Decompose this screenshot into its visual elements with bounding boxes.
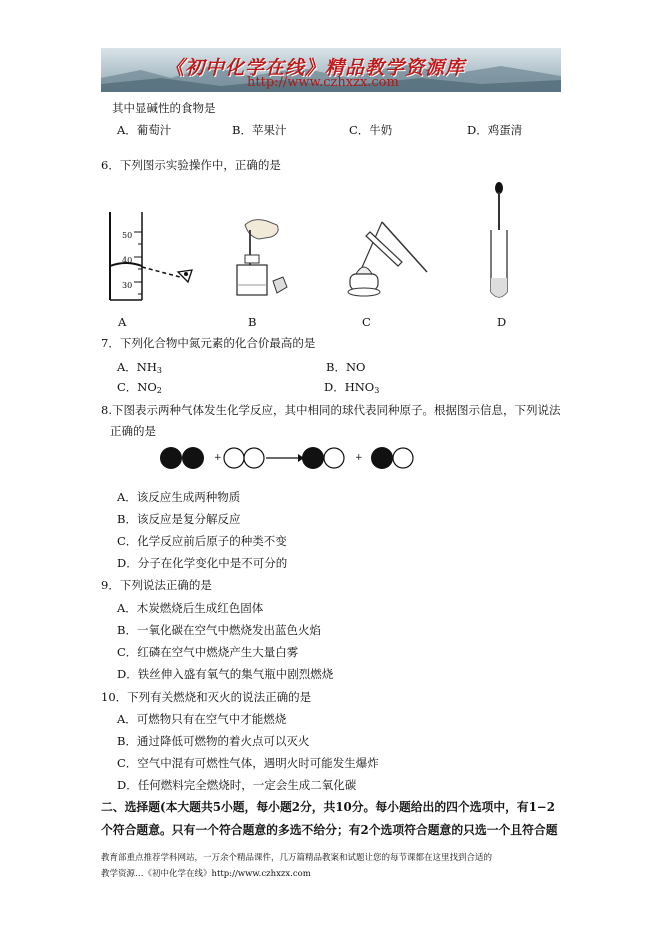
q7-option-b: B．NO — [326, 360, 366, 374]
scale-tick-50: 50 — [122, 231, 133, 240]
banner-url[interactable]: http://www.czhxzx.com — [247, 75, 399, 90]
reaction-diagram — [158, 444, 418, 474]
q7-option-c: C．$NO_2$ — [117, 380, 162, 395]
q10-option-b: B．通过降低可燃物的着火点可以灭火 — [117, 734, 310, 748]
q8-option-d: D．分子在化学变化中是不可分的 — [117, 556, 288, 570]
q8-option-b: B．该反应是复分解反应 — [117, 512, 241, 526]
q6-stem: 6．下列图示实验操作中，正确的是 — [101, 158, 281, 172]
q5-option-c: C．牛奶 — [349, 123, 393, 137]
q8-stem-line1: 8.下图表示两种气体发生化学反应，其中相同的球代表同种原子。根据图示信息，下列说法 — [101, 403, 561, 417]
q8-option-a: A．该反应生成两种物质 — [117, 490, 241, 504]
footer-line2: 教学资源…《初中化学在线》http://www.czhxzx.com — [101, 869, 311, 879]
banner-title: 《初中化学在线》精品教学资源库 — [165, 57, 466, 79]
q5-option-a: A．葡萄汁 — [117, 123, 172, 137]
plus-sign-1: + — [214, 453, 222, 463]
white-atom — [244, 448, 264, 468]
q9-option-b: B．一氧化碳在空气中燃烧发出蓝色火焰 — [117, 623, 321, 637]
eye-icon — [178, 270, 192, 282]
plus-sign-2: + — [355, 453, 363, 463]
q9-option-d: D．铁丝伸入盛有氧气的集气瓶中剧烈燃烧 — [117, 667, 334, 681]
black-atom — [371, 447, 393, 469]
q9-stem: 9．下列说法正确的是 — [101, 578, 212, 592]
figure-d-dropper-tube — [480, 180, 520, 305]
figure-label-a: A — [118, 315, 127, 329]
q5-option-d: D．鸡蛋清 — [467, 123, 523, 137]
scale-tick-30: 30 — [122, 281, 133, 290]
white-atom — [324, 448, 344, 468]
q10-option-d: D．任何燃料完全燃烧时，一定会生成二氧化碳 — [117, 778, 357, 792]
black-atom — [182, 447, 204, 469]
black-atom — [160, 447, 182, 469]
q8-option-c: C．化学反应前后原子的种类不变 — [117, 534, 287, 548]
q5-option-b: B．苹果汁 — [232, 123, 287, 137]
figure-b-dropper-bottle — [225, 215, 295, 300]
black-atom — [302, 447, 324, 469]
figure-label-d: D — [497, 315, 507, 329]
q10-option-a: A．可燃物只有在空气中才能燃烧 — [117, 712, 287, 726]
scale-tick-40: 40 — [122, 256, 133, 265]
figure-label-b: B — [248, 315, 257, 329]
figure-c-heating-tube — [342, 212, 432, 302]
figure-label-c: C — [362, 315, 371, 329]
q10-stem: 10．下列有关燃烧和灭火的说法正确的是 — [101, 690, 312, 704]
q7-option-d: D．$HNO_3$ — [324, 380, 380, 395]
q7-option-a: A．$NH_3$ — [117, 360, 162, 375]
q9-option-c: C．红磷在空气中燃烧产生大量白雾 — [117, 645, 299, 659]
white-atom — [393, 448, 413, 468]
white-atom — [224, 448, 244, 468]
header-banner — [101, 48, 561, 92]
q10-option-c: C．空气中混有可燃性气体，遇明火时可能发生爆炸 — [117, 756, 379, 770]
section2-line2: 个符合题意。只有一个符合题意的多选不给分；有2个选项符合题意的只选一个且符合题 — [101, 823, 558, 837]
q9-option-a: A．木炭燃烧后生成红色固体 — [117, 601, 264, 615]
footer-line1: 教育部重点推荐学科网站，一万余个精品课件，几万篇精品教案和试题让您的每节课都在这里找到合适的 — [101, 853, 493, 863]
figure-a-cylinder-reading — [100, 210, 200, 305]
section2-line1: 二、选择题(本大题共5小题，每小题2分，共10分。每小题给出的四个选项中，有1−2 — [101, 800, 556, 814]
q5-stem: 其中显碱性的食物是 — [112, 101, 216, 115]
q7-stem: 7．下列化合物中氮元素的化合价最高的是 — [101, 336, 316, 350]
q8-stem-line2: 正确的是 — [110, 424, 156, 438]
